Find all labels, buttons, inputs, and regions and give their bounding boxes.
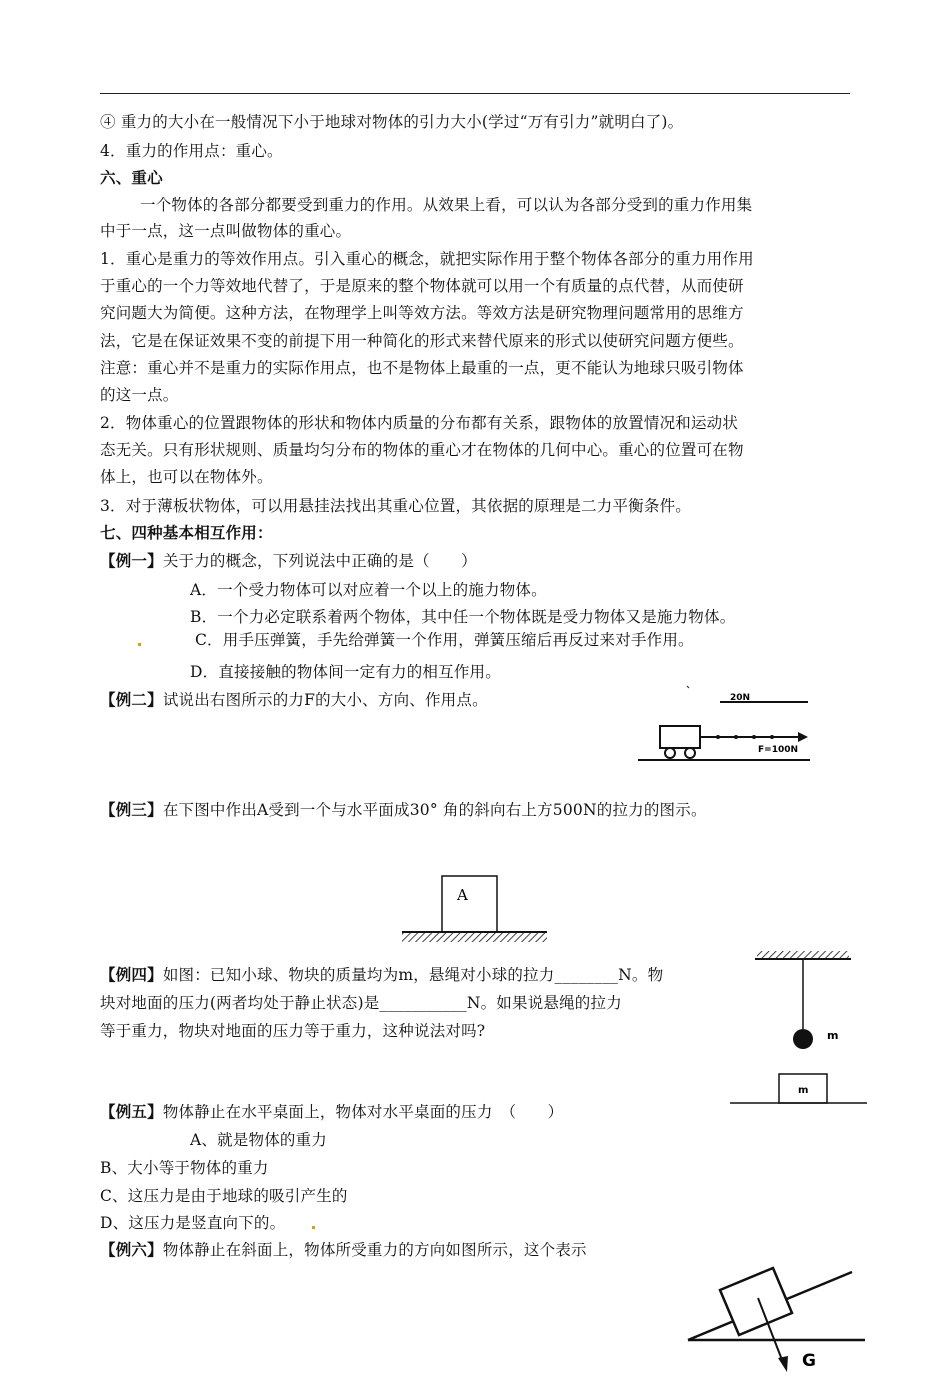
block-a-figure	[395, 870, 555, 950]
option-a: A．一个受力物体可以对应着一个以上的施力物体。	[190, 581, 547, 599]
stray-dot	[138, 643, 141, 646]
example-tag: 【例二】	[100, 690, 163, 709]
example-tag: 【例一】	[100, 551, 163, 570]
option-c: C．用手压弹簧，手先给弹簧一个作用，弹簧压缩后再反过来对手作用。	[195, 631, 694, 649]
text-line: 3．对于薄板状物体，可以用悬挂法找出其重心位置，其依据的原理是二力平衡条件。	[100, 497, 691, 515]
ball	[793, 1029, 813, 1049]
question-text: 关于力的概念，下列说法中正确的是（ ）	[162, 552, 477, 570]
scale-tick	[734, 735, 738, 739]
ball-block-figure	[725, 945, 870, 1110]
block-mass-label: m	[798, 1085, 809, 1096]
example-tag: 【例五】	[100, 1102, 163, 1121]
text-line: 注意：重心并不是重力的实际作用点，也不是物体上最重的一点，更不能认为地球只吸引物体	[100, 359, 744, 377]
force-label: F=100N	[758, 745, 799, 755]
example-4-line3: 等于重力，物块对地面的压力等于重力，这种说法对吗?	[100, 1022, 486, 1040]
text-line: 法，它是在保证效果不变的前提下用一种简化的形式来替代原来的形式以使研究问题方便些。	[100, 332, 744, 350]
cart-body	[660, 726, 700, 748]
scale-label: 20N	[730, 693, 751, 703]
gravity-arrow-head	[778, 1356, 788, 1372]
cart-wheel	[665, 748, 675, 758]
section-heading-7: 七、四种基本相互作用：	[100, 523, 273, 542]
option-d: D．直接接触的物体间一定有力的相互作用。	[190, 663, 501, 681]
text-line: ④ 重力的大小在一般情况下小于地球对物体的引力大小(学过“万有引力”就明白了)。	[100, 113, 684, 131]
cart-force-figure	[630, 680, 820, 770]
block-on-incline	[720, 1268, 792, 1335]
example-6-question	[100, 1240, 587, 1260]
question-text: 试说出右图所示的力F的大小、方向、作用点。	[162, 691, 488, 709]
question-text: 在下图中作出A受到一个与水平面成30° 角的斜向右上方500N的拉力的图示。	[162, 801, 707, 819]
text-line: 于重心的一个力等效地代替了，于是原来的整个物体就可以用一个有质量的点代替，从而使研	[100, 277, 744, 295]
text-line: 究问题大为简便。这种方法，在物理学上叫等效方法。等效方法是研究物理问题常用的思维方	[100, 304, 744, 322]
option-b: B、大小等于物体的重力	[100, 1159, 269, 1177]
gravity-label: G	[802, 1351, 816, 1371]
force-arrow-head	[798, 732, 808, 742]
section-heading-6: 六、重心	[100, 168, 163, 187]
question-text: 物体静止在斜面上，物体所受重力的方向如图所示，这个表示	[162, 1241, 587, 1259]
example-4-line2: 块对地面的压力(两者均处于静止状态)是___________N。如果说悬绳的拉力	[100, 994, 622, 1012]
text-line: 一个物体的各部分都要受到重力的作用。从效果上看，可以认为各部分受到的重力作用集	[140, 196, 753, 214]
example-5-question	[100, 1102, 563, 1122]
ceiling-hatch	[757, 951, 849, 959]
example-2-question	[100, 690, 488, 710]
option-d: D、这压力是竖直向下的。	[100, 1214, 286, 1232]
ball-mass-label: m	[827, 1029, 839, 1042]
scale-tick	[770, 735, 774, 739]
text-line: 中于一点，这一点叫做物体的重心。	[100, 222, 352, 240]
header-rule	[100, 93, 850, 94]
example-3-question	[100, 800, 707, 820]
ground-hatch	[402, 933, 547, 942]
option-c: C、这压力是由于地球的吸引产生的	[100, 1187, 348, 1205]
question-text: 物体静止在水平桌面上，物体对水平桌面的压力 （ ）	[162, 1103, 564, 1121]
block-a	[442, 876, 497, 932]
block-a-label: A	[457, 886, 468, 904]
mark	[687, 686, 689, 688]
text-line: 态无关。只有形状规则、质量均匀分布的物体的重心才在物体的几何中心。重心的位置可在物	[100, 441, 744, 459]
cart-wheel	[685, 748, 695, 758]
text-line: 体上，也可以在物体外。	[100, 468, 273, 486]
text-line: 4．重力的作用点：重心。	[100, 142, 283, 160]
example-1-question	[100, 551, 477, 571]
question-text: 如图：已知小球、物块的质量均为m，悬绳对小球的拉力________N。物	[162, 966, 664, 984]
example-tag: 【例四】	[100, 965, 163, 984]
example-tag: 【例三】	[100, 800, 163, 819]
option-a: A、就是物体的重力	[190, 1131, 327, 1149]
scale-tick	[752, 735, 756, 739]
option-b: B．一个力必定联系着两个物体，其中任一个物体既是受力物体又是施力物体。	[190, 608, 736, 626]
text-line: 的这一点。	[100, 386, 179, 404]
text-line: 2．物体重心的位置跟物体的形状和物体内质量的分布都有关系，跟物体的放置情况和运动状	[100, 414, 739, 432]
example-tag: 【例六】	[100, 1240, 163, 1259]
incline-figure	[680, 1258, 870, 1376]
text-line: 1．重心是重力的等效作用点。引入重心的概念，就把实际作用于整个物体各部分的重力用作用	[100, 250, 754, 268]
example-4-line1	[100, 965, 663, 985]
stray-dot	[312, 1226, 315, 1229]
scale-tick	[716, 735, 720, 739]
